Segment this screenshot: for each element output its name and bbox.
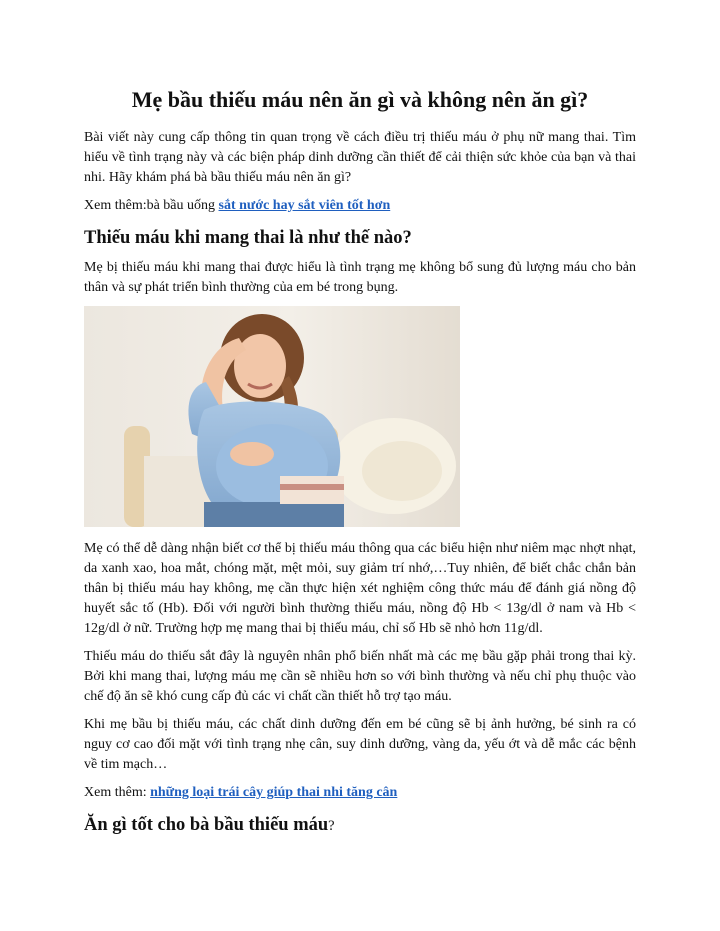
see-also-1-prefix: Xem thêm:bà bầu uống: [84, 198, 219, 213]
see-also-2-prefix: Xem thêm:: [84, 785, 151, 800]
see-also-2-link[interactable]: những loại trái cây giúp thai nhi tăng cân: [150, 785, 398, 800]
section1-paragraph-3: Thiếu máu do thiếu sắt đây là nguyên nhân phổ biến nhất mà các mẹ bầu gặp phải trong thai kỳ. Bởi khi mang thai, lượng máu mẹ cần sẽ nhiều hơn so với bình thường và nếu chỉ phụ thuộc vào chế độ ăn sẽ khó cung cấp đủ các vi chất cần thiết hỗ trợ tạo máu.: [84, 649, 636, 704]
section1-paragraph-4: Khi mẹ bầu bị thiếu máu, các chất dinh dưỡng đến em bé cũng sẽ bị ảnh hưởng, bé sinh ra có nguy cơ cao đối mặt với tình trạng nhẹ cân, suy dinh dưỡng, vàng da, yếu ớt và dễ mắc các bệnh về tim mạch…: [84, 717, 636, 772]
section1-paragraph-2: Mẹ có thể dễ dàng nhận biết cơ thể bị thiếu máu thông qua các biểu hiện như niêm mạc nhợt nhạt, da xanh xao, hoa mắt, chóng mặt, mệt mỏi, suy giảm trí nhớ,…Tuy nhiên, để biết chắc chắn bản thân bị thiếu máu hay không, mẹ cần thực hiện xét nghiệm công thức máu để đánh giá nồng độ huyết sắc tố (Hb). Đối với người bình thường thiếu máu, nồng độ Hb < 13g/dl ở nam và Hb < 12g/dl ở nữ. Trường hợp mẹ mang thai bị thiếu máu, chỉ số Hb sẽ nhỏ hơn 11g/dl.: [84, 541, 636, 636]
see-also-1-link[interactable]: sắt nước hay sắt viên tốt hơn: [218, 198, 391, 213]
section2-heading: [84, 813, 636, 838]
section1-paragraph-1: Mẹ bị thiếu máu khi mang thai được hiểu là tình trạng mẹ không bổ sung đủ lượng máu cho bản thân và sự phát triển bình thường của em bé trong bụng.: [84, 260, 636, 295]
intro-paragraph: Bài viết này cung cấp thông tin quan trọng về cách điều trị thiếu máu ở phụ nữ mang thai. Tìm hiểu về tình trạng này và các biện pháp dinh dưỡng cần thiết để cải thiện sức khỏe của bạn và thai nhi. Hãy khám phá bà bầu thiếu máu nên ăn gì?: [84, 130, 636, 185]
pregnant-woman-photo: [84, 306, 460, 527]
article-title: Mẹ bầu thiếu máu nên ăn gì và không nên ăn gì?: [131, 87, 589, 112]
section2-heading-text: Ăn gì tốt cho bà bầu thiếu máu: [84, 815, 329, 835]
section2-heading-suffix: ?: [328, 818, 335, 834]
article: [84, 86, 636, 846]
section1-heading: Thiếu máu khi mang thai là như thế nào?: [84, 228, 412, 248]
see-also-1: [84, 196, 636, 216]
see-also-2: [84, 783, 636, 803]
